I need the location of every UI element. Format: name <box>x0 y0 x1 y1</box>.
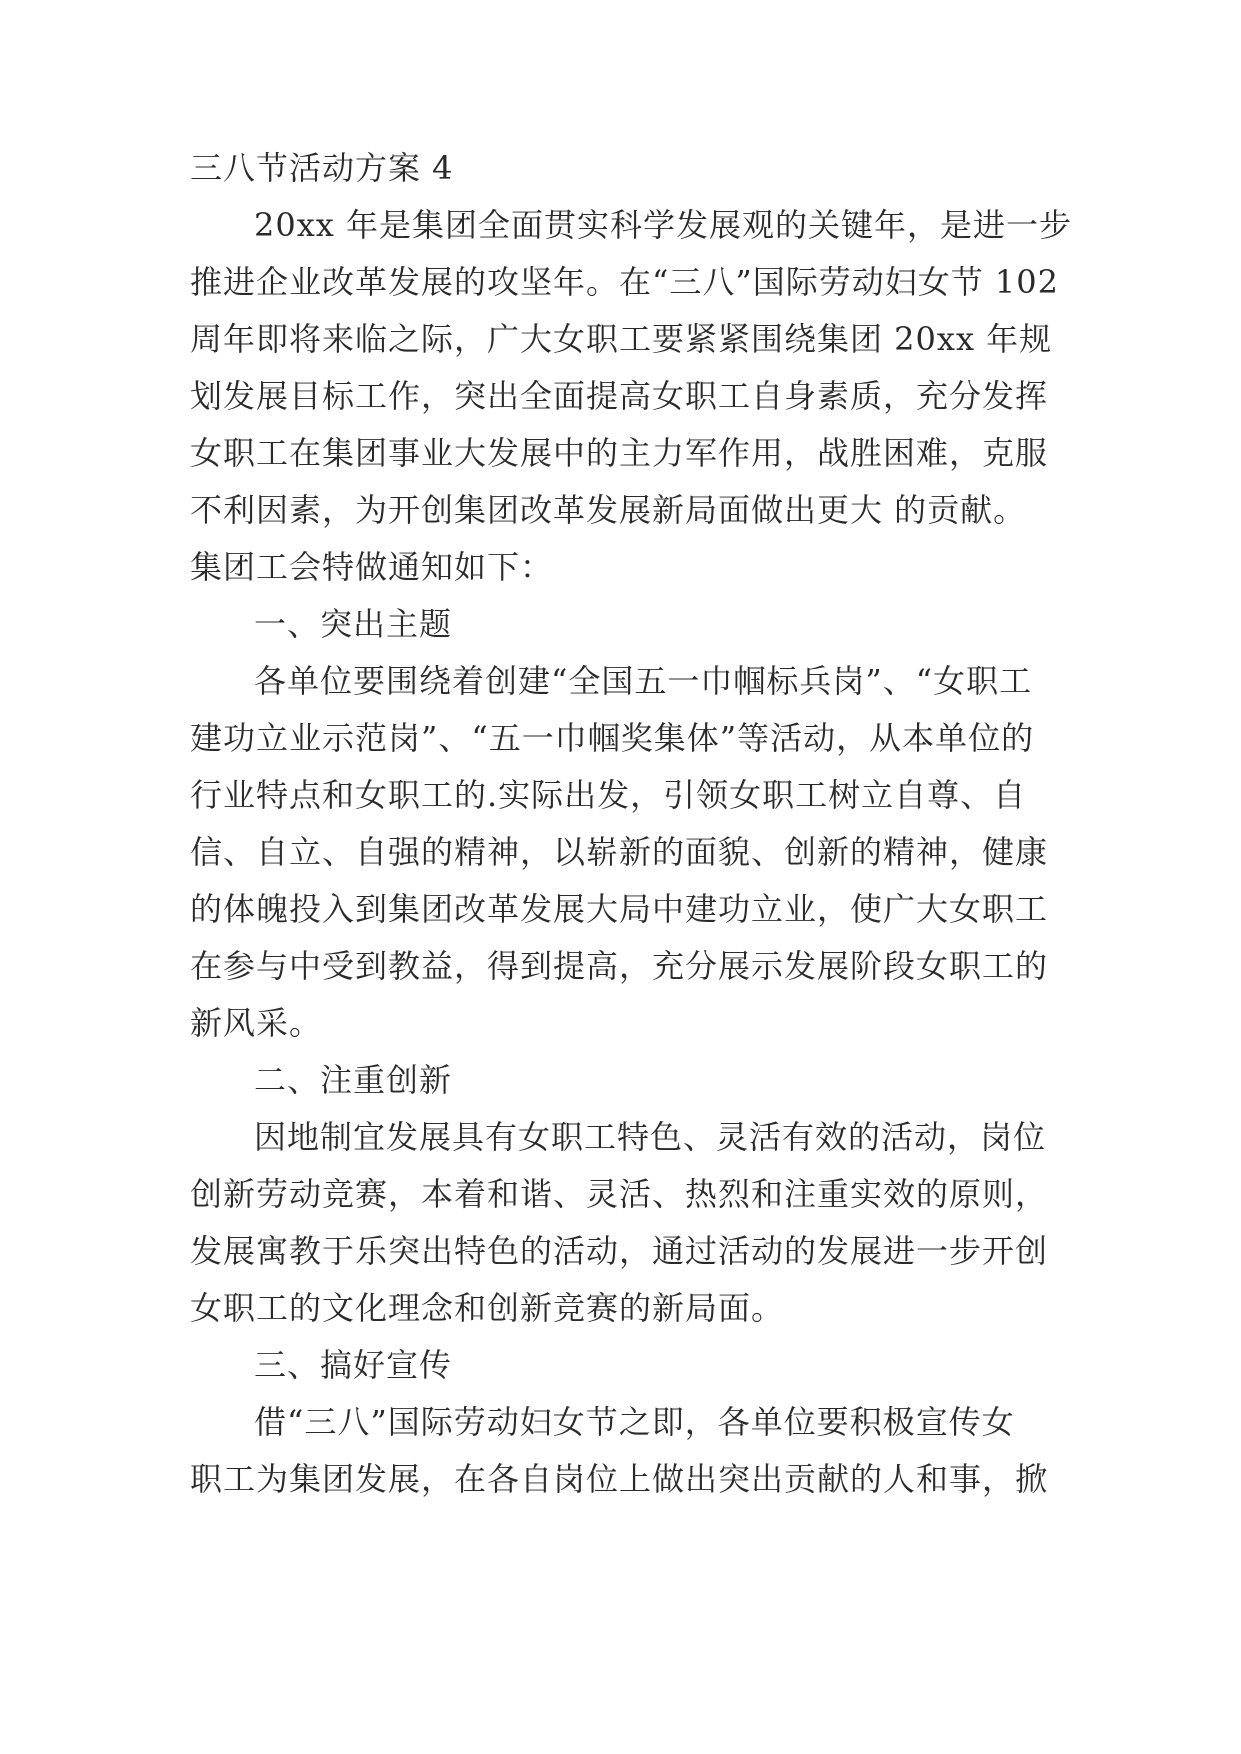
paragraph-line: 20xx 年是集团全面贯实科学发展观的关键年，是进一步 <box>254 206 1072 244</box>
paragraph-line: 不利因素，为开创集团改革发展新局面做出更大 的贡献。 <box>190 491 1027 529</box>
paragraph-line: 职工为集团发展，在各自岗位上做出突出贡献的人和事，掀 <box>190 1460 1049 1498</box>
paragraph-line: 的体魄投入到集团改革发展大局中建功立业，使广大女职工 <box>190 890 1049 928</box>
document-title: 三八节活动方案 4 <box>190 149 454 187</box>
paragraph-line: 集团工会特做通知如下： <box>190 548 554 586</box>
paragraph-line: 推进企业改革发展的攻坚年。在“三八”国际劳动妇女节 102 <box>190 263 1059 301</box>
section-heading: 二、注重创新 <box>254 1061 453 1099</box>
paragraph-line: 发展寓教于乐突出特色的活动，通过活动的发展进一步开创 <box>190 1232 1049 1270</box>
section-heading: 三、搞好宣传 <box>254 1346 453 1384</box>
paragraph-line: 借“三八”国际劳动妇女节之即，各单位要积极宣传女 <box>254 1403 1015 1441</box>
paragraph-line: 周年即将来临之际，广大女职工要紧紧围绕集团 20xx 年规 <box>190 320 1053 358</box>
paragraph-line: 划发展目标工作，突出全面提高女职工自身素质，充分发挥 <box>190 377 1049 415</box>
section-heading: 一、突出主题 <box>254 605 453 643</box>
paragraph-line: 创新劳动竞赛，本着和谐、灵活、热烈和注重实效的原则， <box>190 1175 1049 1213</box>
paragraph-line: 因地制宜发展具有女职工特色、灵活有效的活动，岗位 <box>254 1118 1047 1156</box>
paragraph-line: 信、自立、自强的精神，以崭新的面貌、创新的精神，健康 <box>190 833 1049 871</box>
paragraph-line: 女职工在集团事业大发展中的主力军作用，战胜困难，克服 <box>190 434 1049 472</box>
paragraph-line: 在参与中受到教益，得到提高，充分展示发展阶段女职工的 <box>190 947 1049 985</box>
paragraph-line: 各单位要围绕着创建“全国五一巾帼标兵岗”、“女职工 <box>254 662 1033 700</box>
paragraph-line: 行业特点和女职工的.实际出发，引领女职工树立自尊、自 <box>190 776 1027 814</box>
paragraph-line: 女职工的文化理念和创新竞赛的新局面。 <box>190 1289 785 1327</box>
paragraph-line: 新风采。 <box>190 1004 323 1042</box>
paragraph-line: 建功立业示范岗”、“五一巾帼奖集体”等活动，从本单位的 <box>190 719 1035 757</box>
